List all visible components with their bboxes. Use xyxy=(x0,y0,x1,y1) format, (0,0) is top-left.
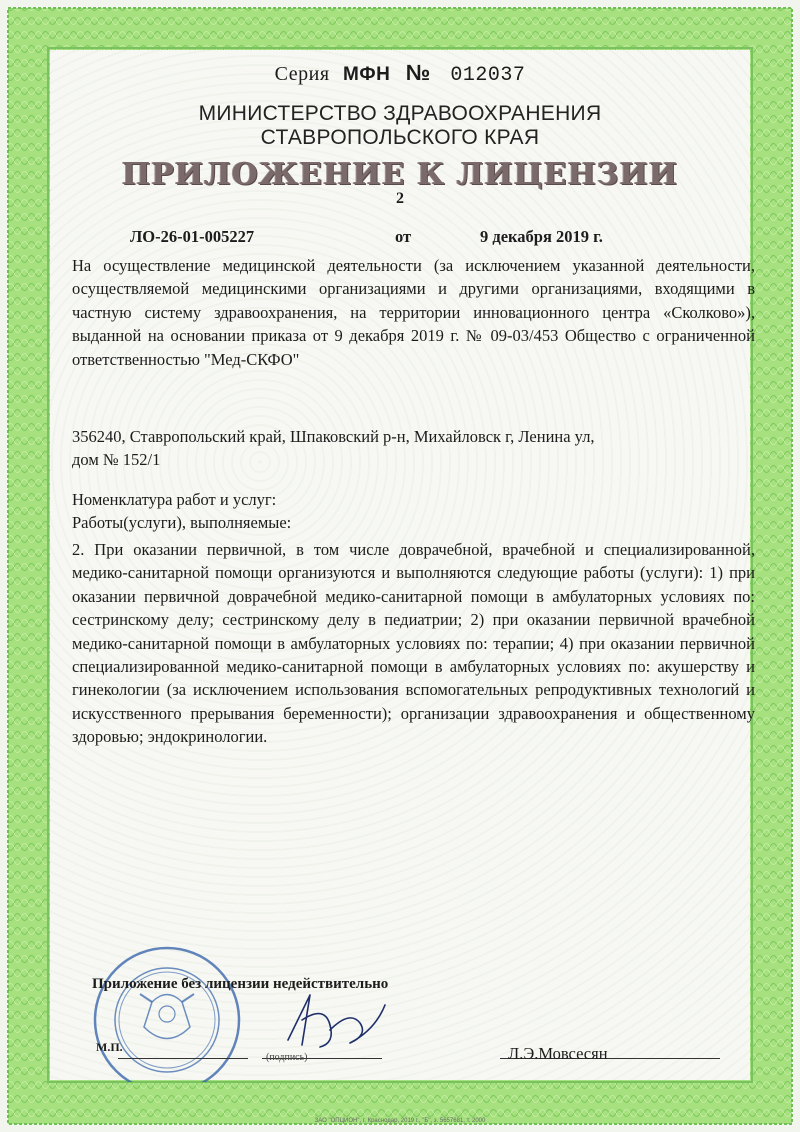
signer-name: Л.Э.Мовсесян xyxy=(508,1044,608,1063)
stamp-place-label: М.П. xyxy=(96,1040,123,1054)
license-date: 9 декабря 2019 г. xyxy=(480,227,603,246)
document-title: ПРИЛОЖЕНИЕ К ЛИЦЕНЗИИ xyxy=(121,157,679,192)
address-block xyxy=(72,425,755,472)
stamp-place-line xyxy=(118,1058,248,1059)
invalid-without-license-notice: Приложение без лицензии недействительно xyxy=(92,976,389,992)
license-number: ЛО-26-01-005227 xyxy=(130,227,255,246)
address-line-2: дом № 152/1 xyxy=(72,450,161,470)
nomenclature-subheading: Работы(услуги), выполняемые: xyxy=(72,513,292,533)
number-sign: № xyxy=(405,60,431,85)
appendix-page-number: 2 xyxy=(396,190,404,207)
intro-paragraph: На осуществление медицинской деятельности (за исключением указанной деятельности, осуществляемой медицинскими организациями и другими организациями, входящими в частную систему здравоохранения, на территории инновационного центра «Сколково»), выданной на основании приказа от 9 декабря 2019 г. № 09-03/453 Общество с ограниченной ответственностью "Мед-СКФО" xyxy=(72,256,755,369)
ministry-line-1: МИНИСТЕРСТВО ЗДРАВООХРАНЕНИЯ xyxy=(198,102,602,125)
license-from-label: от xyxy=(395,227,412,246)
nomenclature-heading: Номенклатура работ и услуг: xyxy=(72,490,277,509)
form-number: 012037 xyxy=(450,64,526,87)
signature-caption: (подпись) xyxy=(266,1052,308,1063)
series-code: МФН xyxy=(343,64,391,85)
services-paragraph: 2. При оказании первичной, в том числе доврачебной, врачебной и специализированной, медико-санитарной помощи организуются и выполняются следующие работы (услуги): 1) при оказании первичной доврачебной медико-санитарной помощи в амбулаторных условиях по: сестринскому делу; сестринскому делу в педиатрии; 2) при оказании первичной врачебной медико-санитарной помощи в амбулаторных условиях по: терапии; 4) при оказании первичной специализированной медико-санитарной помощи в амбулаторных условиях по: акушерству и гинекологии (за исключением использования вспомогательных репродуктивных технологий и искусственного прерывания беременности); организации здравоохранения и общественному здоровью; эндокринологии. xyxy=(72,540,755,747)
issuing-authority xyxy=(0,102,800,150)
official-seal-stamp xyxy=(72,932,252,1082)
nomenclature-block xyxy=(72,488,755,535)
address-line-1: 356240, Ставропольский край, Шпаковский р-н, Михайловск г, Ленина ул, xyxy=(72,427,595,446)
handwritten-signature xyxy=(280,985,390,1060)
series-number xyxy=(0,60,800,87)
series-label: Серия xyxy=(274,63,330,85)
printer-info: ЗАО "ОПЦИОН", г. Краснодар, 2019 г., "Б", з. 5657681, т. 2000 xyxy=(314,1118,486,1124)
ministry-line-2: СТАВРОПОЛЬСКОГО КРАЯ xyxy=(260,126,540,149)
